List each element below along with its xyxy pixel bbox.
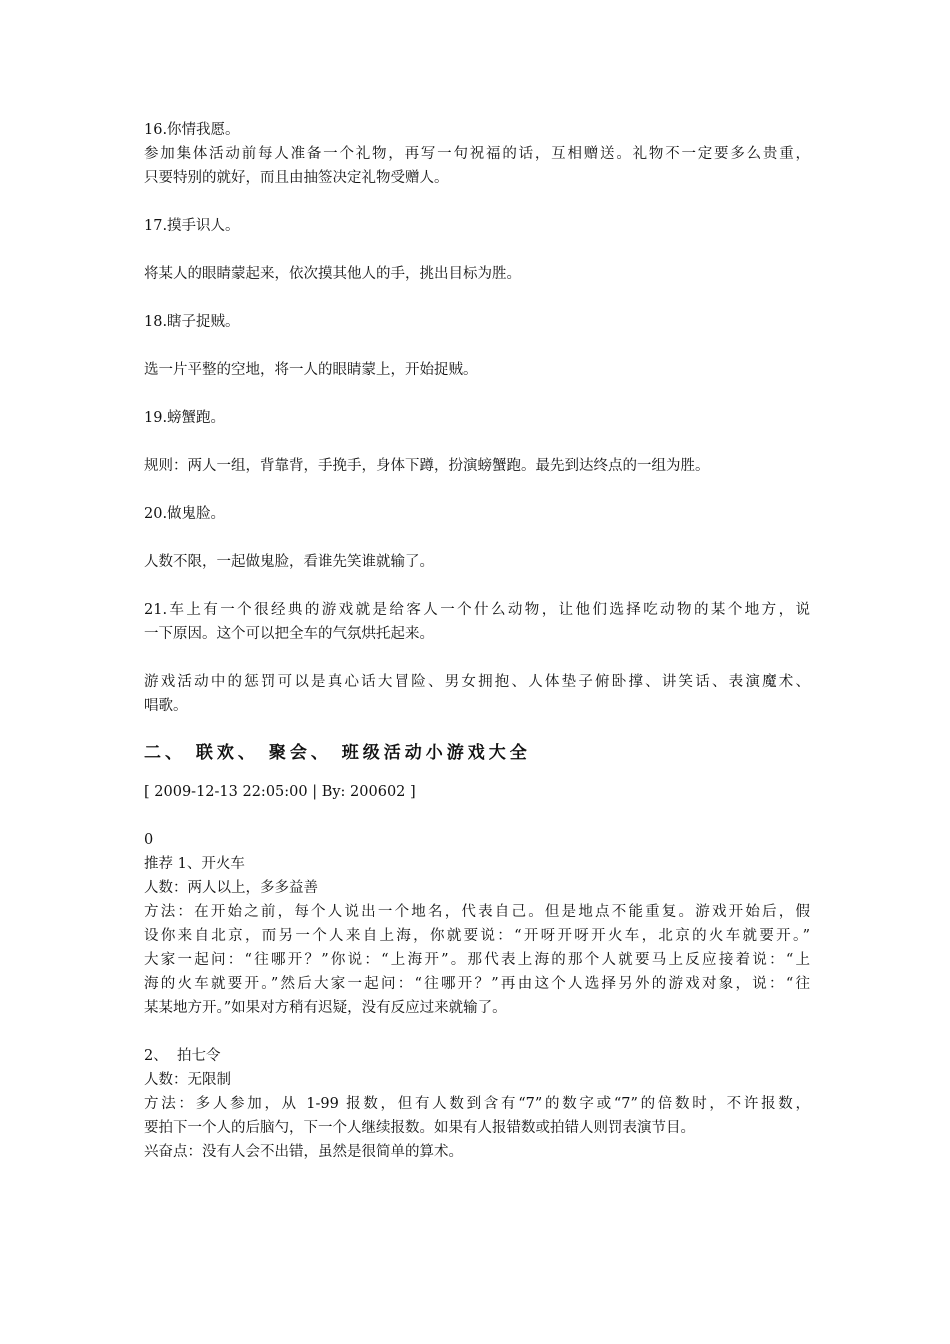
item-21-line-1: 21.车上有一个很经典的游戏就是给客人一个什么动物，让他们选择吃动物的某个地方，说 bbox=[144, 602, 810, 618]
item-18-title: 18.瞎子捉贼。 bbox=[144, 314, 240, 330]
game-1-method-line-1: 方法：在开始之前，每个人说出一个地名，代表自己。但是地点不能重复。游戏开始后，假 bbox=[144, 904, 810, 920]
item-19-body: 规则：两人一组，背靠背，手挽手，身体下蹲，扮演螃蟹跑。最先到达终点的一组为胜。 bbox=[144, 458, 710, 474]
game-2-people: 人数：无限制 bbox=[144, 1072, 231, 1088]
game-2-highlight: 兴奋点：没有人会不出错，虽然是很简单的算术。 bbox=[144, 1144, 463, 1160]
item-20-body: 人数不限，一起做鬼脸，看谁先笑谁就输了。 bbox=[144, 554, 434, 570]
section-heading: 二、 联欢、 聚会、 班级活动小游戏大全 bbox=[144, 743, 531, 763]
penalty-line-2: 唱歌。 bbox=[144, 698, 188, 714]
item-18-body: 选一片平整的空地，将一人的眼睛蒙上，开始捉贼。 bbox=[144, 362, 478, 378]
game-2-title: 2、 拍七令 bbox=[144, 1048, 221, 1064]
game-1-method-line-5: 某某地方开。”如果对方稍有迟疑，没有反应过来就输了。 bbox=[144, 1000, 507, 1016]
item-21-line-2: 一下原因。这个可以把全车的气氛烘托起来。 bbox=[144, 626, 434, 642]
game-1-method-line-3: 大家一起问：“往哪开？”你说：“上海开”。那代表上海的那个人就要马上反应接着说：“上 bbox=[144, 952, 810, 968]
item-16-title: 16.你情我愿。 bbox=[144, 122, 240, 138]
item-16-body-line-1: 参加集体活动前每人准备一个礼物，再写一句祝福的话，互相赠送。礼物不一定要多么贵重， bbox=[144, 146, 810, 162]
document-page bbox=[144, 118, 810, 1164]
item-17-body: 将某人的眼睛蒙起来，依次摸其他人的手，挑出目标为胜。 bbox=[144, 266, 521, 282]
item-16-body-line-2: 只要特别的就好，而且由抽签决定礼物受赠人。 bbox=[144, 170, 449, 186]
zero-count: 0 bbox=[144, 832, 154, 848]
penalty-line-1: 游戏活动中的惩罚可以是真心话大冒险、男女拥抱、人体垫子俯卧撑、讲笑话、表演魔术、 bbox=[144, 674, 810, 690]
game-1-method-line-2: 设你来自北京，而另一个人来自上海，你就要说：“开呀开呀开火车，北京的火车就要开。” bbox=[144, 928, 810, 944]
post-meta: [ 2009-12-13 22:05:00 | By: 200602 ] bbox=[144, 784, 416, 800]
item-19-title: 19.螃蟹跑。 bbox=[144, 410, 226, 426]
game-2-method-line-1: 方法：多人参加，从 1-99 报数，但有人数到含有“7”的数字或“7”的倍数时，不许报数， bbox=[144, 1096, 810, 1112]
game-1-people: 人数：两人以上，多多益善 bbox=[144, 880, 318, 896]
item-20-title: 20.做鬼脸。 bbox=[144, 506, 226, 522]
game-2-method-line-2: 要拍下一个人的后脑勺，下一个人继续报数。如果有人报错数或拍错人则罚表演节目。 bbox=[144, 1120, 695, 1136]
game-1-method-line-4: 海的火车就要开。”然后大家一起问：“往哪开？”再由这个人选择另外的游戏对象，说：“往 bbox=[144, 976, 810, 992]
game-1-title: 推荐 1、开火车 bbox=[144, 856, 245, 872]
item-17-title: 17.摸手识人。 bbox=[144, 218, 240, 234]
